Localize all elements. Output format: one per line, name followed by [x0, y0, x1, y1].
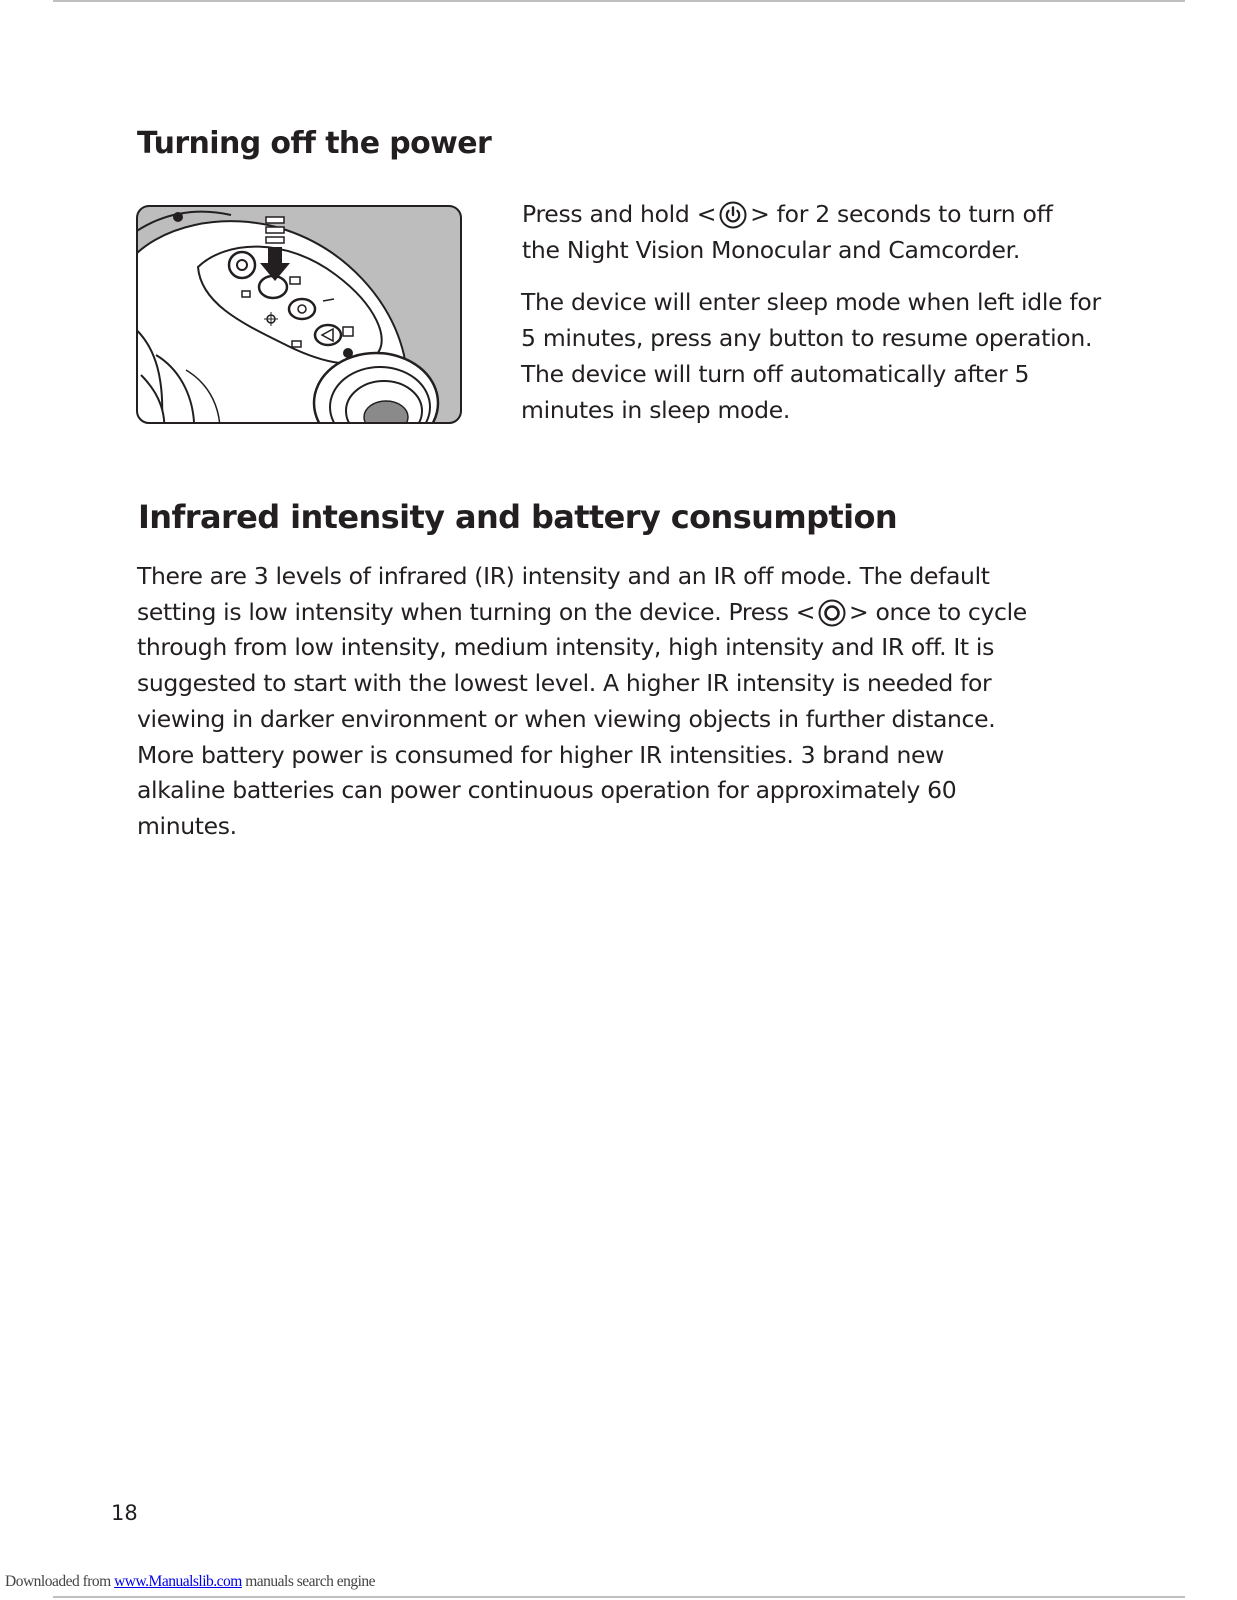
press-hold-text-after: > for 2 seconds to turn off — [750, 200, 1053, 228]
sleep-line: automatically after 5 minutes in sleep mode. — [521, 360, 1030, 424]
ir-line: alkaline batteries can power continuous operation for approximately 60 — [137, 776, 957, 805]
section-title-ir: Infrared intensity and battery consumption — [138, 498, 898, 536]
footer-prefix: Downloaded from — [5, 1573, 115, 1590]
ir-line — [137, 595, 1117, 631]
top-rule — [53, 0, 1185, 2]
ir-line: minutes. — [137, 811, 237, 840]
press-hold-text: Press and hold < — [522, 200, 717, 228]
ir-button-icon — [818, 599, 846, 627]
power-button-icon — [719, 201, 747, 229]
power-off-line-1 — [522, 196, 1112, 232]
power-off-line-2: the Night Vision Monocular and Camcorder. — [522, 236, 1021, 264]
ir-line: There are 3 levels of infrared (IR) intensity and an IR off mode. The default — [137, 562, 990, 590]
ir-intensity-paragraph — [137, 559, 1117, 845]
power-off-instruction — [522, 196, 1112, 268]
ir-line: viewing in darker environment or when viewing objects in further distance. — [137, 704, 996, 733]
ir-press-text: setting is low intensity when turning on the device. Press < — [137, 597, 816, 626]
manualslib-link[interactable]: www.Manualslib.com — [114, 1573, 242, 1590]
sleep-line: operation. The device will turn off — [521, 324, 1093, 388]
footer-suffix: manuals search engine — [241, 1573, 376, 1590]
ir-press-text-after: > once to cycle — [849, 597, 1027, 626]
bottom-rule — [53, 1596, 1185, 1598]
ir-line: through from low intensity, medium intensity, high intensity and IR off. It is — [137, 633, 994, 662]
ir-line: suggested to start with the lowest level. A higher IR intensity is needed for — [137, 669, 992, 698]
download-footer — [5, 1573, 375, 1591]
sleep-mode-paragraph — [521, 284, 1121, 428]
section-title-power: Turning off the power — [137, 126, 492, 161]
page-number: 18 — [111, 1501, 138, 1525]
device-power-button-illustration — [136, 205, 462, 424]
sleep-line: idle for 5 minutes, press any button to resume — [521, 288, 1101, 352]
sleep-line: The device will enter sleep mode when left — [521, 288, 1014, 316]
ir-line: More battery power is consumed for higher IR intensities. 3 brand new — [137, 740, 944, 769]
